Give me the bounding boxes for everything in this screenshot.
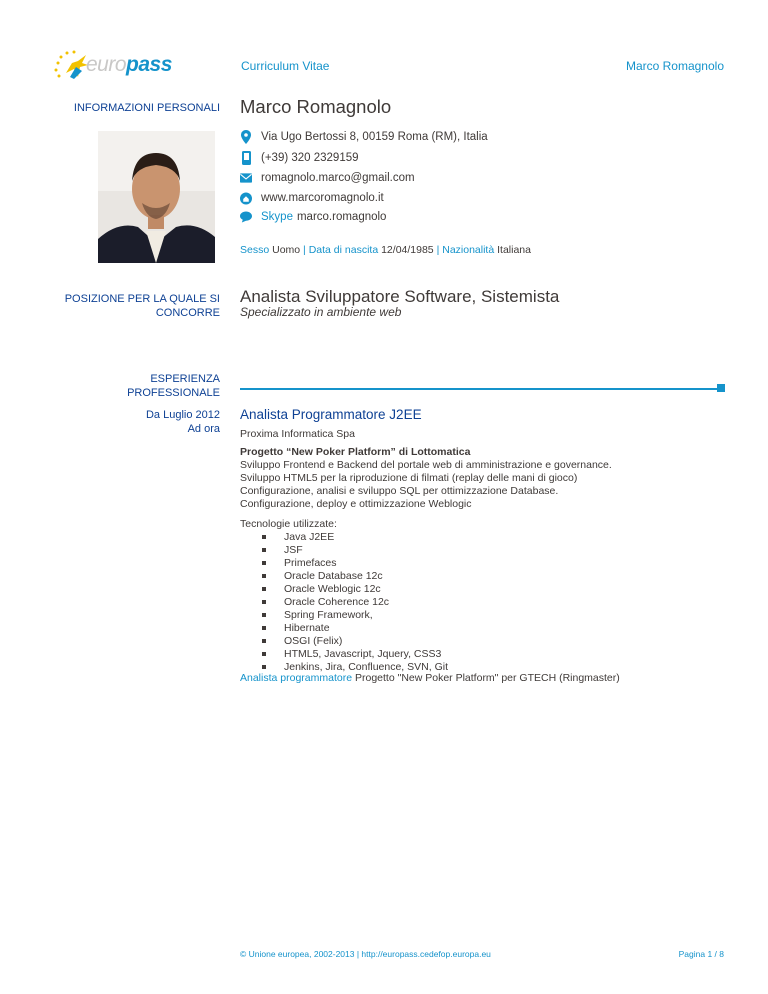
- section-label-experience-line2: PROFESSIONALE: [127, 387, 220, 399]
- technology-name: Jenkins, Jira, Confluence, SVN, Git: [284, 661, 448, 673]
- bullet-icon: [262, 639, 266, 643]
- list-item: [240, 570, 448, 583]
- nationality-label: Nazionalità: [442, 244, 495, 256]
- section-divider-line: [240, 388, 717, 390]
- list-item: [240, 596, 448, 609]
- sex-value: Uomo: [272, 244, 301, 256]
- separator: |: [303, 244, 306, 256]
- technologies-intro: Tecnologie utilizzate:: [240, 518, 337, 530]
- nationality-value: Italiana: [497, 244, 531, 256]
- list-item: [240, 544, 448, 557]
- bullet-icon: [262, 665, 266, 669]
- list-item: [240, 583, 448, 596]
- section-label-personal: INFORMAZIONI PERSONALI: [73, 102, 220, 114]
- bullet-icon: [262, 626, 266, 630]
- globe-home-icon: [240, 191, 252, 205]
- technology-name: Primefaces: [284, 557, 337, 569]
- technologies-block: [240, 518, 448, 674]
- project-description: [240, 446, 720, 511]
- contact-skype: [240, 208, 386, 226]
- location-pin-icon: [240, 130, 252, 144]
- logo-euro-text: euro: [86, 53, 127, 76]
- project-line: Configurazione, analisi e sviluppo SQL per ottimizzazione Database.: [240, 485, 559, 497]
- position-subtitle: Specializzato in ambiente web: [240, 305, 402, 319]
- list-item: [240, 531, 448, 544]
- technology-name: Java J2EE: [284, 531, 335, 543]
- list-item: [240, 648, 448, 661]
- envelope-icon: [240, 171, 252, 185]
- bullet-icon: [262, 574, 266, 578]
- section-divider-square: [717, 384, 725, 392]
- birth-date-value: 12/04/1985: [381, 244, 434, 256]
- job-title: Analista Programmatore J2EE: [240, 407, 422, 422]
- logo-pass-text: pass: [126, 53, 172, 76]
- section-label-position: [65, 292, 220, 320]
- bullet-icon: [262, 600, 266, 604]
- technology-name: Hibernate: [284, 622, 330, 634]
- bullet-icon: [262, 652, 266, 656]
- technology-name: Oracle Weblogic 12c: [284, 583, 381, 595]
- contact-address: [240, 128, 488, 146]
- job-date-start: Da Luglio 2012: [145, 409, 220, 421]
- personal-details-line: [240, 244, 531, 256]
- chat-bubble-icon: [240, 210, 252, 224]
- sex-label: Sesso: [240, 244, 270, 256]
- employer-name: Proxima Informatica Spa: [240, 428, 355, 440]
- bullet-icon: [262, 548, 266, 552]
- header-person-name: Marco Romagnolo: [625, 59, 724, 73]
- section-label-experience-line1: ESPERIENZA: [150, 373, 220, 385]
- list-item: [240, 622, 448, 635]
- website-link[interactable]: www.marcoromagnolo.it: [261, 192, 384, 204]
- technology-name: Oracle Database 12c: [284, 570, 383, 582]
- position-title: Analista Sviluppatore Software, Sistemista: [240, 287, 560, 306]
- bullet-icon: [262, 561, 266, 565]
- email-link[interactable]: romagnolo.marco@gmail.com: [261, 172, 415, 184]
- footer-copyright[interactable]: © Unione europea, 2002-2013 | http://europass.cedefop.europa.eu: [240, 949, 491, 959]
- project-line: Configurazione, deploy e ottimizzazione Weblogic: [240, 498, 472, 510]
- technology-name: JSF: [284, 544, 303, 556]
- skype-value: marco.romagnolo: [296, 211, 387, 223]
- section-label-position-line2: CONCORRE: [155, 307, 220, 319]
- candidate-name: Marco Romagnolo: [240, 96, 392, 117]
- document-title: Curriculum Vitae: [241, 59, 330, 73]
- bullet-icon: [262, 613, 266, 617]
- project-title: Progetto “New Poker Platform” di Lottomatica: [240, 446, 471, 458]
- technologies-list: [240, 531, 448, 674]
- address-text: Via Ugo Bertossi 8, 00159 Roma (RM), Italia: [261, 131, 488, 143]
- phone-text: (+39) 320 2329159: [261, 152, 359, 164]
- profile-photo: [98, 131, 215, 263]
- list-item: [240, 557, 448, 570]
- additional-experience-text: Progetto "New Poker Platform" per GTECH (Ringmaster): [354, 672, 620, 684]
- page-number: Pagina 1 / 8: [678, 949, 724, 959]
- mobile-phone-icon: [240, 151, 252, 165]
- contact-phone: [240, 149, 359, 167]
- job-date-end: Ad ora: [187, 423, 220, 435]
- birth-date-label: Data di nascita: [308, 244, 379, 256]
- contact-email: [240, 169, 415, 187]
- additional-experience-line: [240, 672, 620, 684]
- list-item: [240, 609, 448, 622]
- bullet-icon: [262, 587, 266, 591]
- project-line: Sviluppo Frontend e Backend del portale web di amministrazione e governance.: [240, 459, 612, 471]
- section-label-position-line1: POSIZIONE PER LA QUALE SI: [64, 293, 220, 305]
- section-label-experience: [127, 372, 220, 400]
- technology-name: Spring Framework,: [284, 609, 373, 621]
- technology-name: OSGI (Felix): [284, 635, 343, 647]
- technology-name: Oracle Coherence 12c: [284, 596, 390, 608]
- technology-name: HTML5, Javascript, Jquery, CSS3: [284, 648, 442, 660]
- contact-website: [240, 189, 384, 207]
- list-item: [240, 635, 448, 648]
- additional-experience-label: Analista programmatore: [240, 672, 353, 684]
- europass-logo: [52, 49, 172, 85]
- separator: |: [436, 244, 440, 256]
- project-line: Sviluppo HTML5 per la riproduzione di filmati (replay delle mani di gioco): [240, 472, 578, 484]
- skype-label: Skype: [261, 211, 293, 223]
- bullet-icon: [262, 535, 266, 539]
